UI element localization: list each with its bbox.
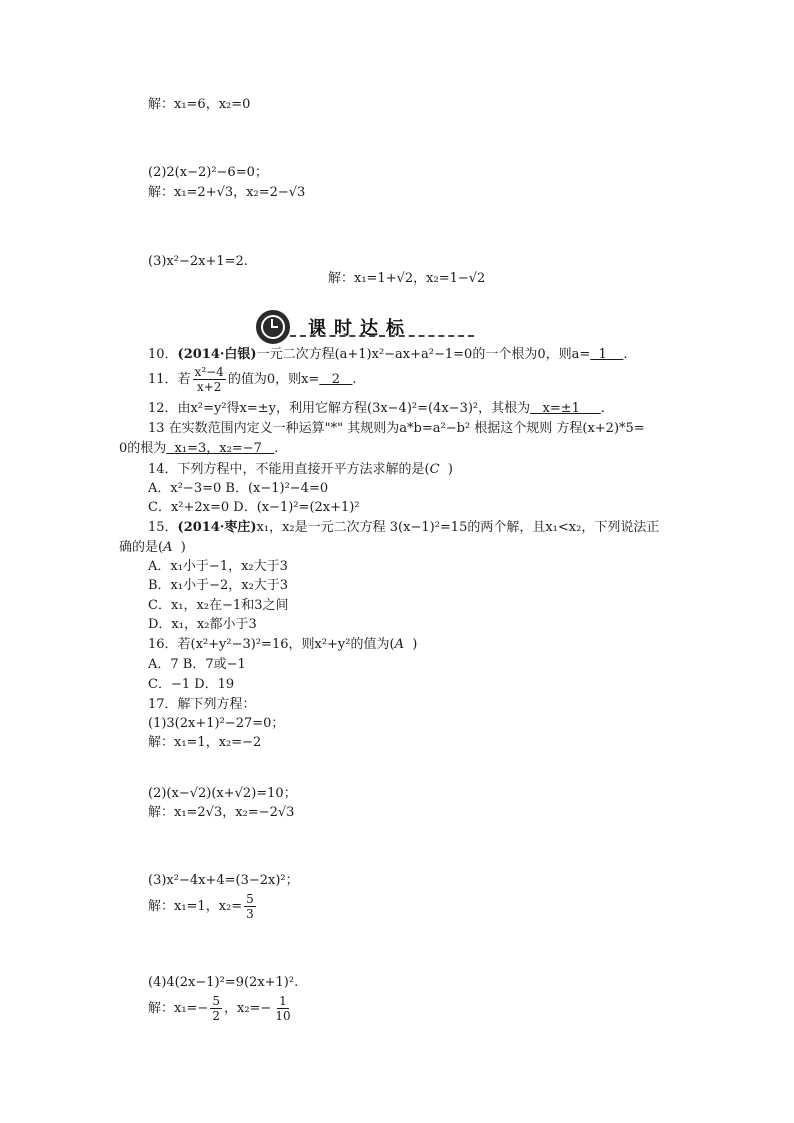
selected-answer: A [163,540,173,555]
question-15-option-d: D．x₁，x₂都小于3 [148,617,257,632]
question-14: 14．下列方程中，不能用直接开平方法求解的是(C ) [148,462,453,477]
question-text: 11．若 [148,372,191,387]
question-11: 11．若 $\frac{\text{x²−4}}{x+2}$ 的值为0，则x= 2 . [148,365,357,394]
question-source: (2014·白银) [177,347,257,362]
question-16-options-ab: A．7 B．7或−1 [148,657,246,672]
question-17-part-4-answer: 解：x₁=− $\frac{5}{2}$ ，x₂=− $\frac{1}{10}$ [148,994,291,1023]
question-17-part-4-question: (4)4(2x−1)²=9(2x+1)². [148,975,299,990]
problem-3-question: (3)x²−2x+1=2. [148,254,248,269]
selected-answer: C [429,462,440,477]
fraction: $\frac{5}{3}$ [246,892,254,921]
question-16-options-cd: C．−1 D．19 [148,677,235,692]
question-15-line-1: 15．(2014·枣庄)x₁，x₂是一元二次方程 3(x−1)²=15的两个解，且x₁<x₂，下列说法正 [148,520,660,535]
answer-blank: x=±1 [542,401,580,416]
question-15-option-c: C．x₁，x₂在−1和3之间 [148,598,289,613]
question-17-part-2-question: (2)(x−√2)(x+√2)=10； [148,786,297,801]
question-text: 的值为0，则x= [227,372,320,387]
previous-solution: 解：x₁=6，x₂=0 [148,97,251,112]
question-16: 16．若(x²+y²−3)²=16，则x²+y²的值为(A ) [148,637,418,652]
question-number: 10． [148,347,178,362]
question-source: (2014·枣庄) [177,520,257,535]
question-13-line-1: 13 在实数范围内定义一种运算"*" 其规则为a*b=a²−b² 根据这个规则 方程(x+2)*5= [148,421,645,436]
section-title: 课时达标 [308,318,412,339]
question-14-options-ab: A．x²−3=0 B．(x−1)²−4=0 [148,481,329,496]
question-17-part-1-answer: 解：x₁=1，x₂=−2 [148,735,262,750]
section-banner [256,309,474,343]
problem-2-question: (2)2(x−2)²−6=0； [148,165,268,180]
question-17-part-1-question: (1)3(2x+1)²−27=0； [148,716,285,731]
answer-blank: 1 [598,347,607,362]
answer-blank: 2 [331,372,341,387]
question-12: 12．由x²=y²得x=±y，利用它解方程(3x−4)²=(4x−3)²，其根为 x=±1 . [148,401,605,416]
fraction: $\frac{1}{10}$ [275,994,291,1023]
problem-2-answer: 解：x₁=2+√3，x₂=2−√3 [148,185,306,200]
banner-divider [290,335,474,337]
question-15-option-b: B．x₁小于−2，x₂大于3 [148,578,289,593]
question-13-line-2: 0的根为 x₁=3，x₂=−7 . [119,441,279,456]
question-14-options-cd: C．x²+2x=0 D．(x−1)²=(2x+1)² [148,500,360,515]
fraction: $\frac{\text{x²−4}}{x+2}$ [194,365,224,394]
question-text: 12．由x²=y²得x=±y，利用它解方程(3x−4)²=(4x−3)²，其根为 [148,401,531,416]
question-17-part-3-question: (3)x²−4x+4=(3−2x)²； [148,873,299,888]
question-15-line-2: 确的是(A ) [119,540,186,555]
fraction: $\frac{5}{2}$ [212,994,220,1023]
answer-blank: x₁=3，x₂=−7 [174,441,262,456]
question-17-part-2-answer: 解：x₁=2√3，x₂=−2√3 [148,805,295,820]
question-15-option-a: A．x₁小于−1，x₂大于3 [148,559,288,574]
question-text: 一元二次方程(a+1)x²−ax+a²−1=0的一个根为0，则a= [256,347,591,362]
problem-3-answer: 解：x₁=1+√2，x₂=1−√2 [328,271,486,286]
clock-icon [256,310,290,344]
question-10: 10．(2014·白银)一元二次方程(a+1)x²−ax+a²−1=0的一个根为0，则a= 1 . [148,347,628,362]
selected-answer: A [394,637,404,652]
question-17-part-3-answer: 解：x₁=1，x₂= $\frac{5}{3}$ [148,892,254,921]
question-17-stem: 17．解下列方程： [148,697,256,712]
